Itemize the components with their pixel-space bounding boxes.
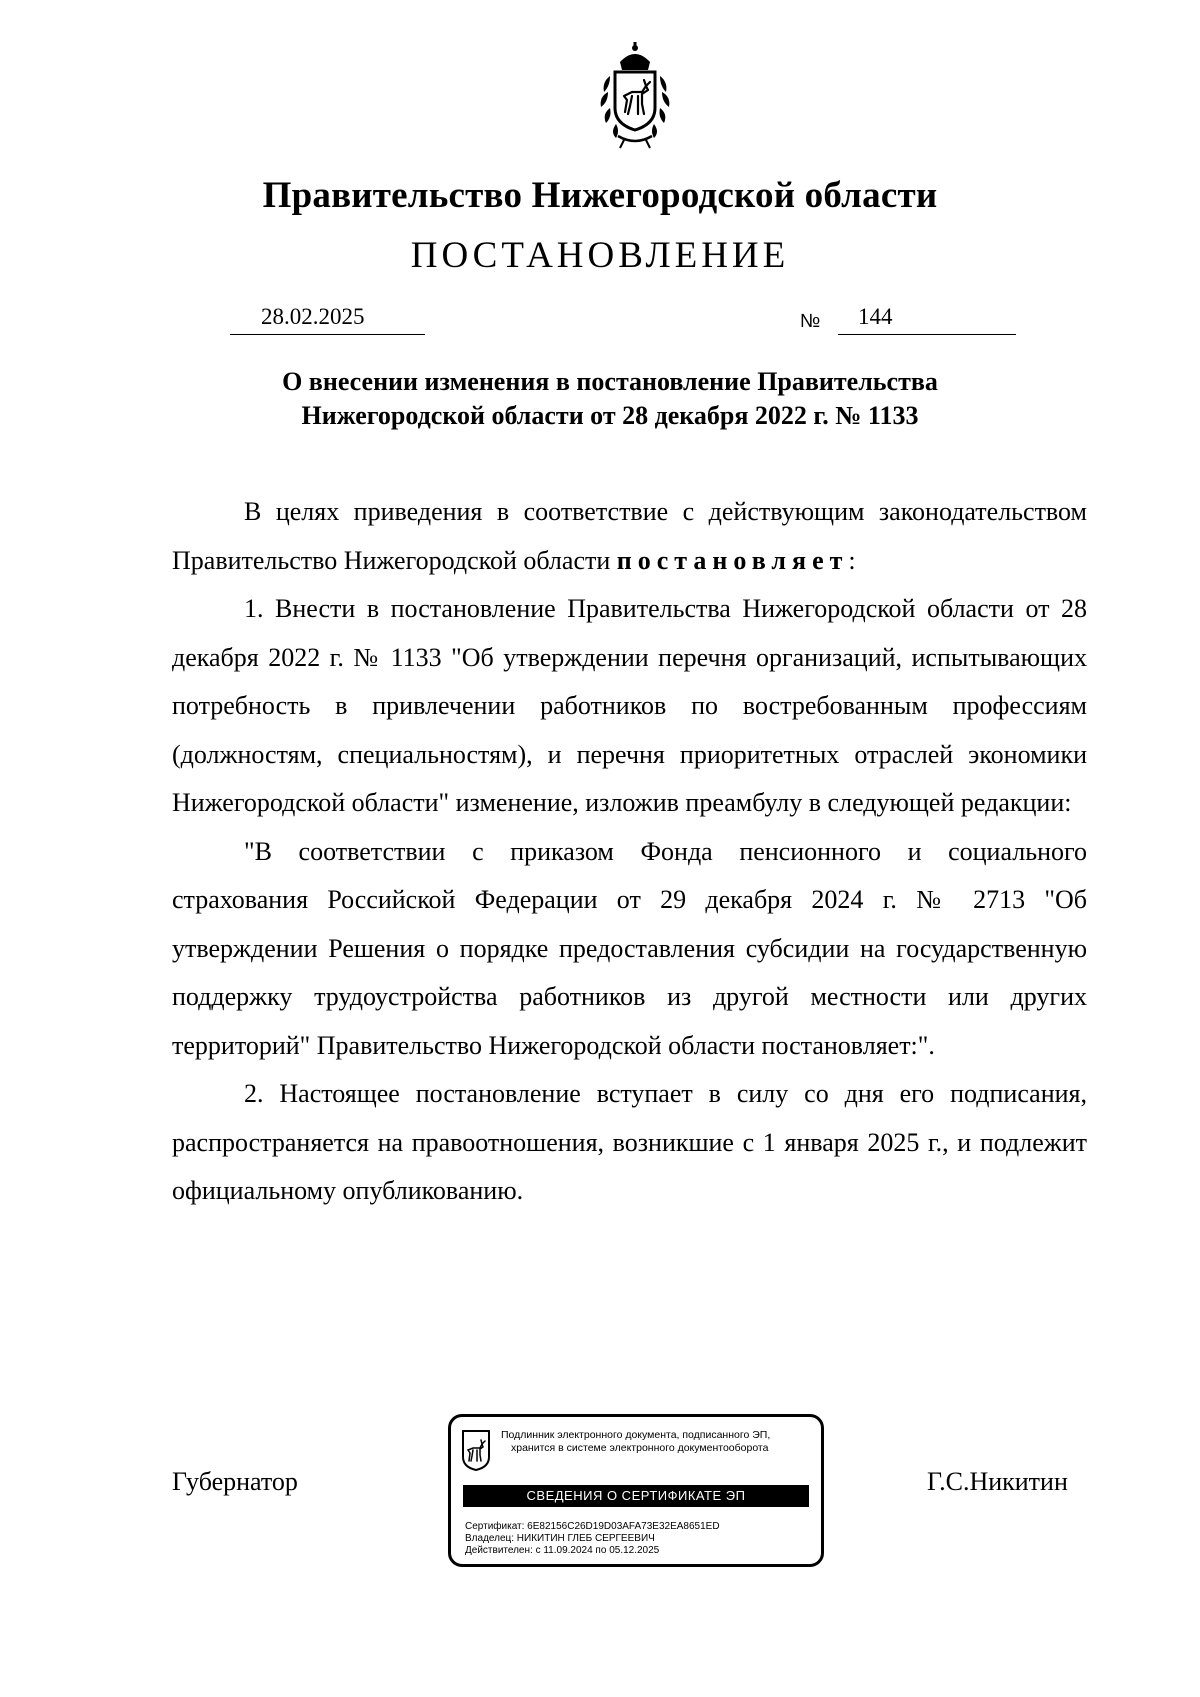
number-sign: № [800,311,821,332]
signatory-name: Г.С.Никитин [927,1467,1068,1496]
intro-text: В целях приведения в соответствие с действующим законодательством Правительство Нижегородской области [172,497,1087,575]
intro-colon: : [848,545,856,575]
document-date: 28.02.2025 [261,304,365,329]
quoted-preamble: "В соответствии с приказом Фонда пенсионного и социального страхования Российской Федерации от 29 декабря 2024 г. № 2713 "Об утверждении Решения о порядке предоставления субсидии на государственную поддержку трудоустройства работников из другой местности или других территорий" Правительство Нижегородской области постановляет:". [172,836,1087,1060]
certificate-info [465,1521,720,1557]
document-number-field [838,304,1016,335]
document-subject [170,365,1050,433]
document-type: ПОСТАНОВЛЕНИЕ [410,235,790,276]
paragraph-1: 1. Внести в постановление Правительства Нижегородской области от 28 декабря 2022 г. № 1133 "Об утверждении перечня организаций, испытывающих потребность в привлечении работников по востребованным профессиям (должностям, специальностям), и перечня приоритетных отраслей экономики Нижегородской области" изменение, изложив преамбулу в следующей редакции: [172,594,1087,817]
certificate-heading: СВЕДЕНИЯ О СЕРТИФИКАТЕ ЭП [463,1485,809,1507]
deer-emblem-icon [461,1429,491,1471]
paragraph-2: 2. Настоящее постановление вступает в силу со дня его подписания, распространяется на правоотношения, возникшие с 1 января 2025 г., и подлежит официальному опубликованию. [172,1079,1087,1205]
intro-paragraph [172,488,1087,585]
signatory-role: Губернатор [172,1467,298,1496]
document-number: 144 [858,304,893,329]
stamp-line-2: хранится в системе электронного документооборота [511,1442,769,1454]
electronic-signature-stamp [448,1414,824,1567]
certificate-id: Сертификат: 6E82156C26D19D03AFA73E32EA8651ED [465,1521,720,1532]
stamp-line-1: Подлинник электронного документа, подписанного ЭП, [501,1429,771,1441]
subject-line-2: Нижегородской области от 28 декабря 2022 г. № 1133 [301,401,919,430]
document-date-field [230,304,425,335]
certificate-owner: Владелец: НИКИТИН ГЛЕБ СЕРГЕЕВИЧ [465,1533,655,1544]
decree-word: постановляет [616,545,849,575]
coat-of-arms-icon [580,40,690,150]
subject-line-1: О внесении изменения в постановление Правительства [282,367,938,396]
certificate-validity: Действителен: с 11.09.2024 по 05.12.2025 [465,1545,660,1556]
government-title: Правительство Нижегородской области [262,175,938,216]
document-body [172,488,1087,1216]
